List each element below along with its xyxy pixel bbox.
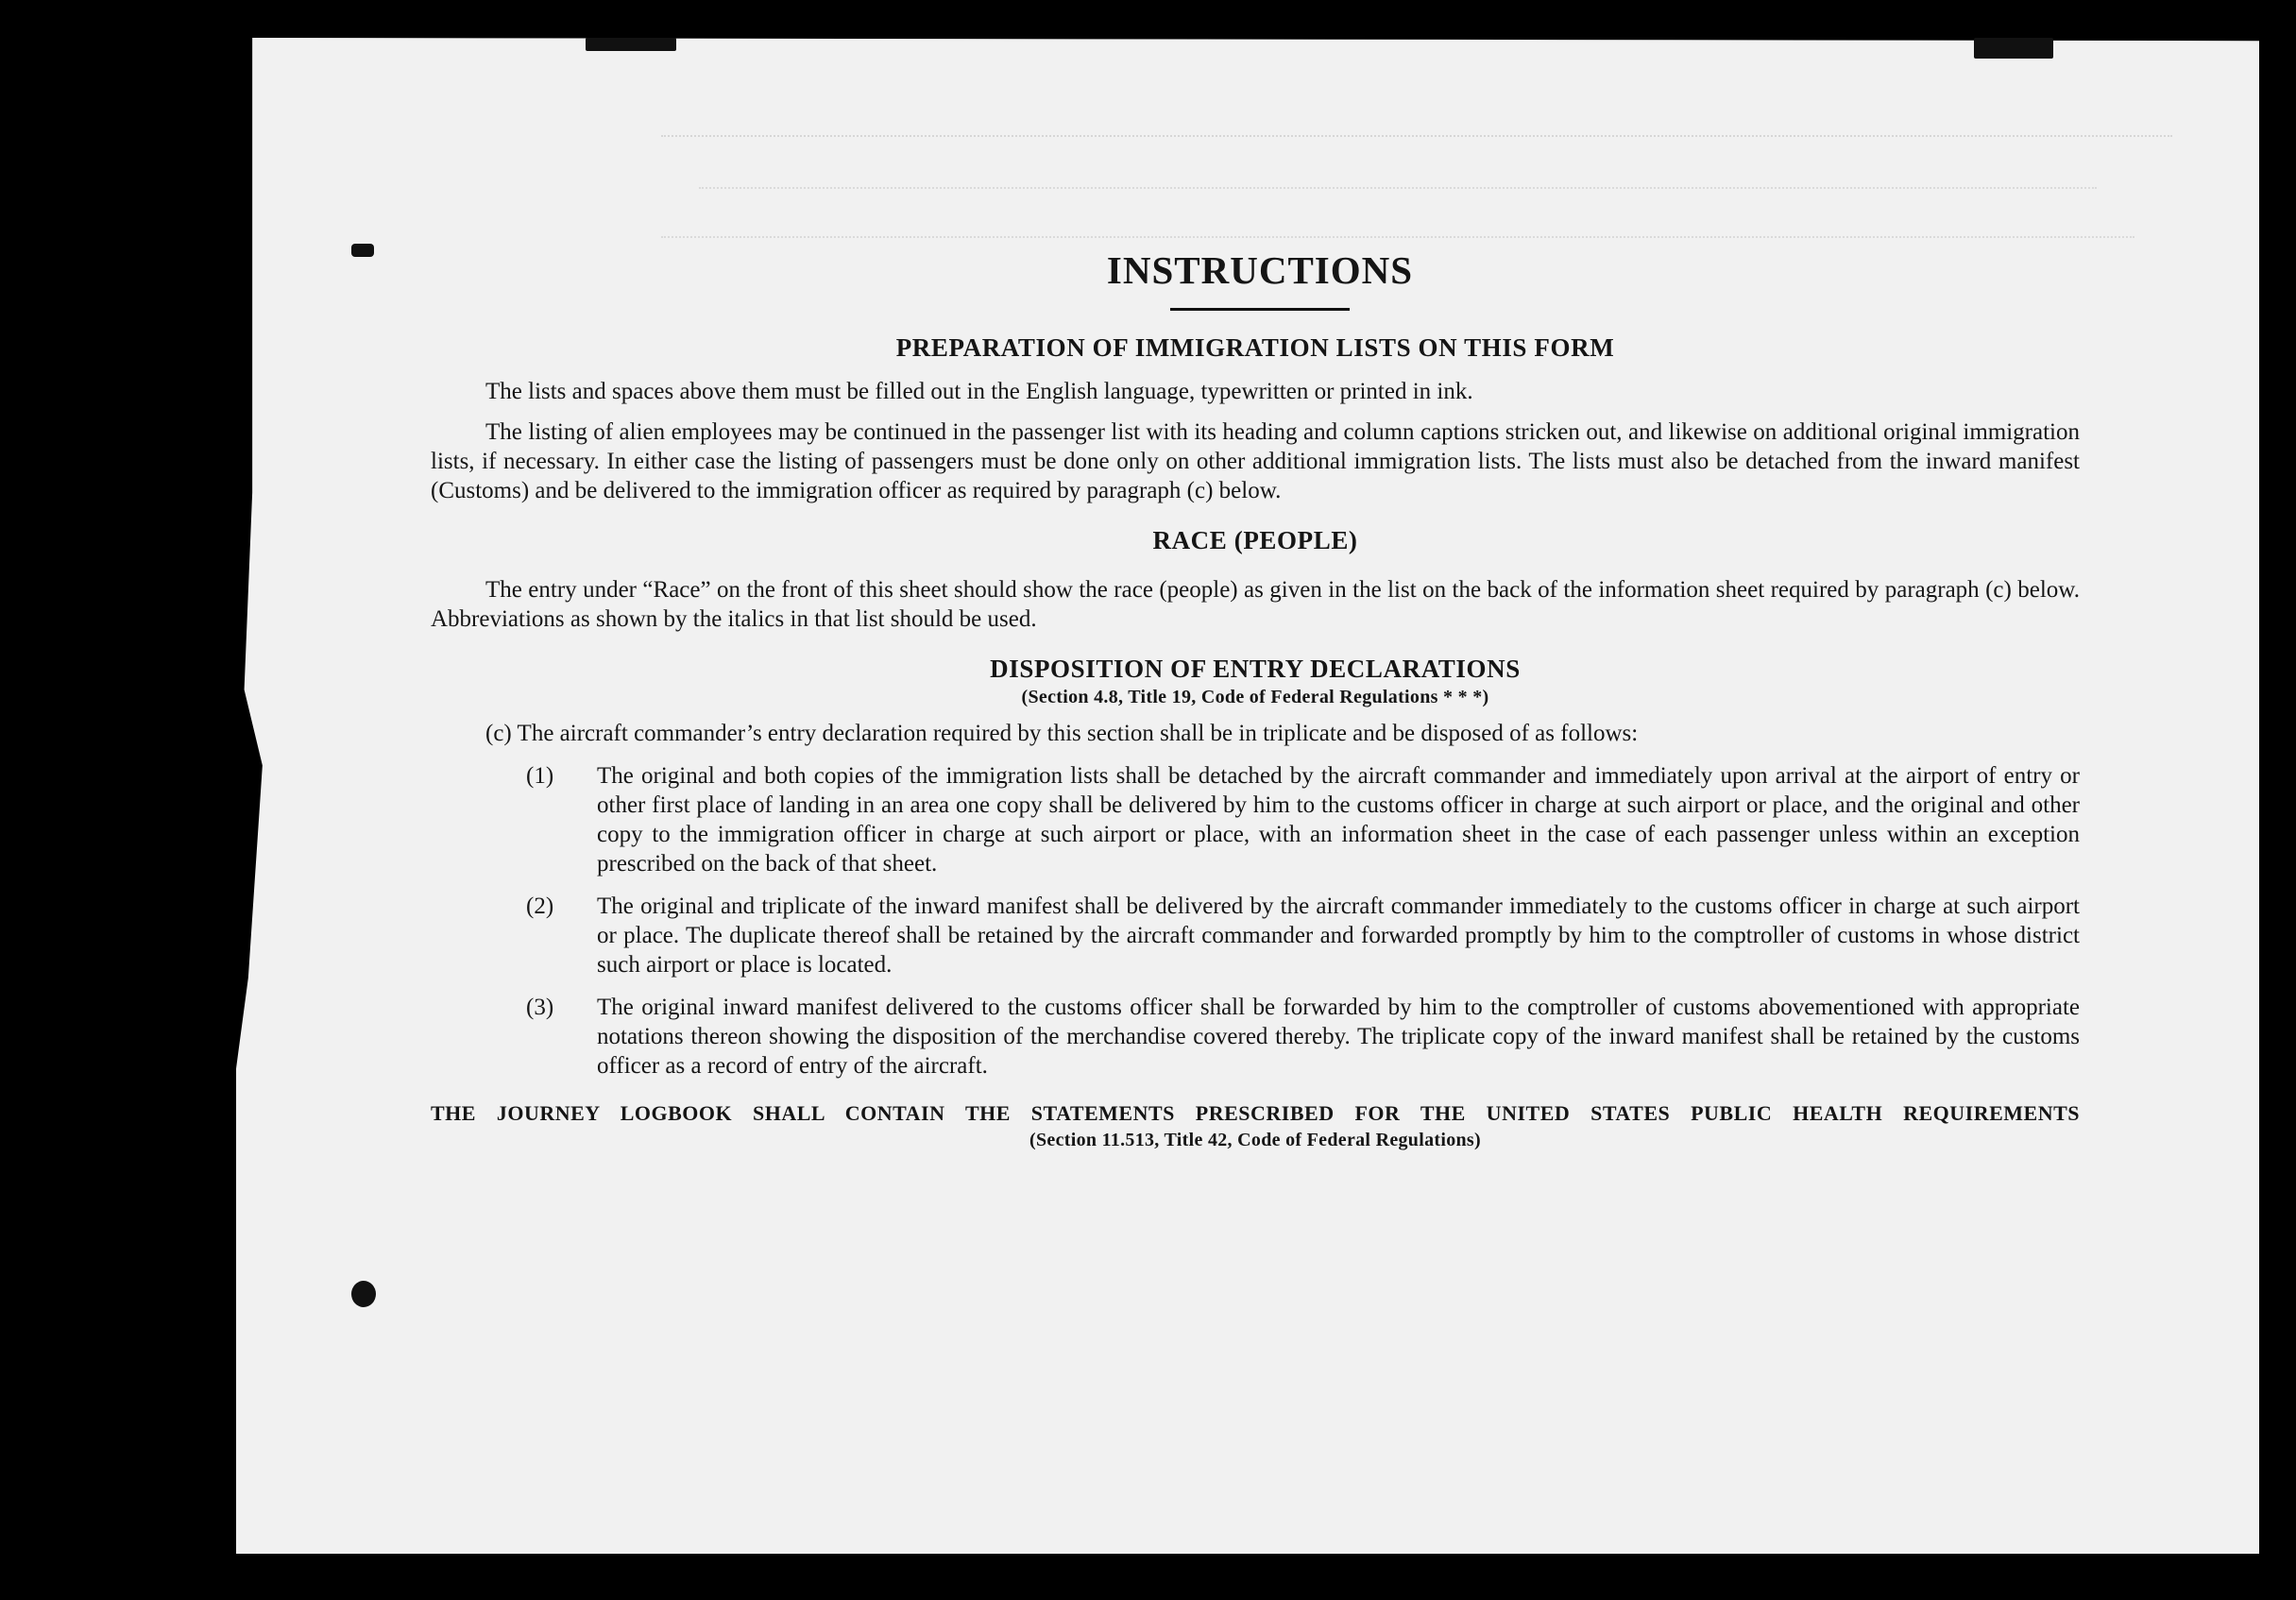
- section-heading-preparation: PREPARATION OF IMMIGRATION LISTS ON THIS FORM: [895, 333, 1615, 362]
- list-item-text: The original and both copies of the immigration lists shall be detached by the aircraft commander and immediately upon arrival at the airport of entry or other first place of landing in an area one copy shall be delivered by him to the customs officer in charge at such airport or place, and the original and other copy to the immigration officer in charge at such airport or place, with an information sheet in the case of each passenger unless within an exception prescribed on the back of that sheet.: [597, 763, 2080, 877]
- show-through-line: [661, 118, 2172, 137]
- show-through-line: [699, 170, 2097, 189]
- list-item-number: (1): [526, 763, 554, 789]
- list-item-number: (2): [526, 894, 554, 919]
- title-underline: [1170, 308, 1350, 311]
- section-heading-disposition: DISPOSITION OF ENTRY DECLARATIONS: [990, 655, 1521, 683]
- instructions-content: [431, 247, 2080, 1152]
- punch-hole: [351, 244, 374, 257]
- list-item-text: The original inward manifest delivered to the customs officer shall be forwarded by him to the comptroller of customs abovementioned with appropriate notations thereon showing the disposition of the merchandise covered thereby. The triplicate copy of the inward manifest shall be retained by the customs officer as a record of entry of the aircraft.: [597, 995, 2080, 1079]
- footer-citation: (Section 11.513, Title 42, Code of Federal Regulations): [1029, 1130, 1481, 1150]
- list-item: [431, 761, 2080, 878]
- section-heading-race: RACE (PEOPLE): [1152, 526, 1358, 554]
- list-item: [431, 892, 2080, 979]
- paragraph-language: The lists and spaces above them must be filled out in the English language, typewritten or printed in ink.: [485, 379, 1473, 404]
- list-item-text: The original and triplicate of the inward manifest shall be delivered by the aircraft commander immediately to the customs officer in charge at such airport or place. The duplicate thereof shall be retained by the aircraft commander and forwarded promptly by him to the comptroller of customs in whose district such airport or place is located.: [597, 894, 2080, 978]
- page-title: INSTRUCTIONS: [1106, 248, 1414, 292]
- list-item-number: (3): [526, 995, 554, 1020]
- paragraph-alien-employees: The listing of alien employees may be continued in the passenger list with its heading and column captions stricken out, and likewise on additional original immigration lists, if necessary. In either case the listing of passengers must be done only on other additional immigration lists. The lists must also be detached from the inward manifest (Customs) and be delivered to the immigration officer as required by paragraph (c) below.: [431, 419, 2080, 503]
- binding-mark: [1974, 38, 2053, 59]
- footer-heading: THE JOURNEY LOGBOOK SHALL CONTAIN THE STATEMENTS PRESCRIBED FOR THE UNITED STATES PUBLIC HEALTH REQUIREMENTS: [431, 1101, 2080, 1125]
- paragraph-race: The entry under “Race” on the front of this sheet should show the race (people) as given in the list on the back of the information sheet required by paragraph (c) below. Abbreviations as shown by the italics in that list should be used.: [431, 577, 2080, 632]
- paragraph-entry-declaration: (c) The aircraft commander’s entry declaration required by this section shall be in triplicate and be disposed of as follows:: [485, 721, 1639, 746]
- list-item: [431, 993, 2080, 1081]
- binding-mark: [586, 38, 676, 51]
- punch-hole: [351, 1281, 376, 1307]
- section-citation-disposition: (Section 4.8, Title 19, Code of Federal Regulations * * *): [1021, 687, 1489, 707]
- show-through-line: [661, 219, 2134, 238]
